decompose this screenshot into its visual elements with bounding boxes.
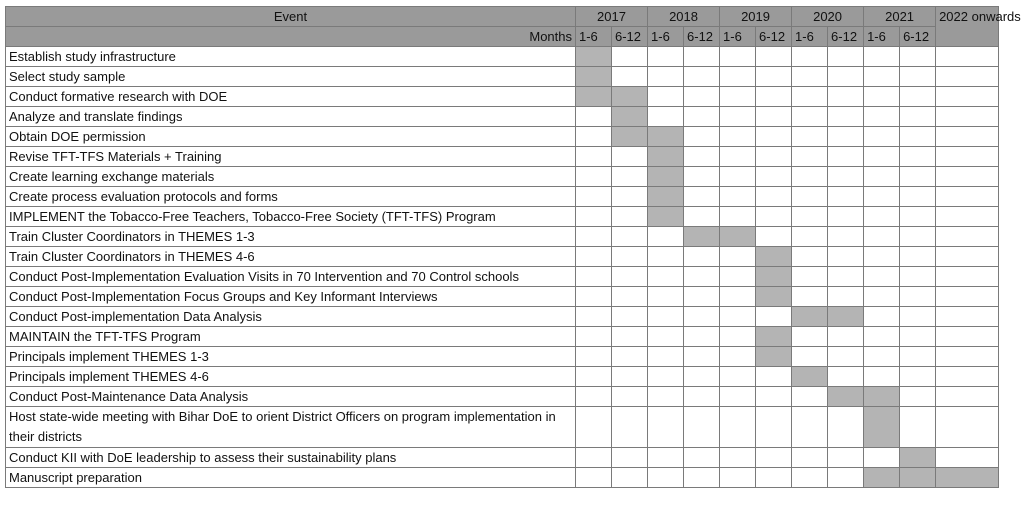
- timeline-cell-empty: [720, 187, 756, 207]
- period-header: 6-12: [612, 27, 648, 47]
- timeline-cell-empty: [756, 407, 792, 448]
- timeline-cell-empty: [756, 307, 792, 327]
- timeline-cell-empty: [720, 67, 756, 87]
- timeline-cell-empty: [828, 267, 864, 287]
- timeline-cell-empty: [900, 87, 936, 107]
- timeline-cell-empty: [864, 287, 900, 307]
- timeline-cell-empty: [576, 347, 612, 367]
- timeline-cell-empty: [936, 347, 999, 367]
- event-label: Train Cluster Coordinators in THEMES 4-6: [6, 247, 576, 267]
- timeline-cell-empty: [756, 67, 792, 87]
- timeline-cell-empty: [900, 387, 936, 407]
- timeline-cell-empty: [648, 327, 684, 347]
- timeline-cell-empty: [612, 287, 648, 307]
- timeline-cell-empty: [756, 87, 792, 107]
- timeline-cell-empty: [612, 47, 648, 67]
- timeline-cell-filled: [648, 207, 684, 227]
- timeline-cell-filled: [828, 387, 864, 407]
- timeline-cell-empty: [576, 407, 612, 448]
- timeline-cell-filled: [756, 247, 792, 267]
- gantt-chart: [5, 6, 1021, 488]
- timeline-cell-empty: [792, 267, 828, 287]
- timeline-cell-empty: [864, 147, 900, 167]
- timeline-cell-empty: [684, 107, 720, 127]
- timeline-cell-empty: [900, 187, 936, 207]
- timeline-cell-empty: [936, 207, 999, 227]
- timeline-cell-empty: [756, 468, 792, 488]
- timeline-cell-empty: [936, 167, 999, 187]
- year-header-2021: 2021: [864, 7, 936, 27]
- timeline-cell-empty: [648, 367, 684, 387]
- timeline-cell-filled: [720, 227, 756, 247]
- timeline-cell-empty: [828, 227, 864, 247]
- event-row: [6, 87, 999, 107]
- event-row: [6, 327, 999, 347]
- timeline-cell-empty: [756, 448, 792, 468]
- timeline-cell-empty: [684, 327, 720, 347]
- timeline-cell-empty: [864, 107, 900, 127]
- timeline-cell-empty: [756, 207, 792, 227]
- timeline-cell-filled: [792, 367, 828, 387]
- timeline-cell-empty: [576, 387, 612, 407]
- timeline-cell-empty: [720, 287, 756, 307]
- event-row: [6, 147, 999, 167]
- timeline-cell-empty: [936, 247, 999, 267]
- timeline-cell-empty: [828, 468, 864, 488]
- timeline-cell-empty: [792, 387, 828, 407]
- timeline-cell-empty: [864, 327, 900, 347]
- year-header-2019: 2019: [720, 7, 792, 27]
- timeline-cell-filled: [648, 167, 684, 187]
- timeline-cell-empty: [792, 287, 828, 307]
- timeline-cell-empty: [936, 448, 999, 468]
- timeline-cell-empty: [756, 127, 792, 147]
- timeline-cell-empty: [720, 347, 756, 367]
- timeline-cell-empty: [684, 448, 720, 468]
- timeline-cell-empty: [684, 87, 720, 107]
- timeline-cell-empty: [936, 47, 999, 67]
- timeline-cell-empty: [900, 327, 936, 347]
- event-row: [6, 468, 999, 488]
- timeline-cell-empty: [828, 87, 864, 107]
- year-header-row: [6, 7, 999, 27]
- event-row: [6, 127, 999, 147]
- timeline-cell-empty: [756, 227, 792, 247]
- timeline-cell-empty: [684, 167, 720, 187]
- timeline-cell-empty: [936, 407, 999, 448]
- timeline-cell-empty: [648, 87, 684, 107]
- timeline-cell-filled: [864, 387, 900, 407]
- event-label: Conduct Post-Implementation Evaluation Visits in 70 Intervention and 70 Control schools: [6, 267, 576, 287]
- timeline-cell-empty: [648, 448, 684, 468]
- timeline-cell-empty: [900, 127, 936, 147]
- timeline-cell-empty: [612, 387, 648, 407]
- timeline-cell-empty: [720, 107, 756, 127]
- timeline-cell-empty: [648, 267, 684, 287]
- timeline-cell-empty: [792, 167, 828, 187]
- event-label: Establish study infrastructure: [6, 47, 576, 67]
- timeline-cell-empty: [936, 127, 999, 147]
- period-header: 1-6: [864, 27, 900, 47]
- event-row: [6, 187, 999, 207]
- timeline-cell-empty: [936, 227, 999, 247]
- timeline-cell-filled: [612, 87, 648, 107]
- timeline-cell-empty: [684, 267, 720, 287]
- timeline-cell-empty: [612, 207, 648, 227]
- timeline-cell-empty: [756, 167, 792, 187]
- timeline-cell-empty: [720, 247, 756, 267]
- period-header: 6-12: [900, 27, 936, 47]
- timeline-cell-empty: [828, 287, 864, 307]
- timeline-cell-empty: [828, 247, 864, 267]
- event-row: [6, 307, 999, 327]
- timeline-cell-empty: [900, 267, 936, 287]
- timeline-cell-empty: [720, 267, 756, 287]
- timeline-cell-empty: [828, 147, 864, 167]
- timeline-cell-empty: [864, 87, 900, 107]
- timeline-cell-empty: [828, 367, 864, 387]
- timeline-cell-empty: [684, 387, 720, 407]
- event-label: Analyze and translate findings: [6, 107, 576, 127]
- timeline-cell-empty: [864, 127, 900, 147]
- timeline-cell-empty: [792, 227, 828, 247]
- event-row: [6, 67, 999, 87]
- timeline-cell-filled: [864, 468, 900, 488]
- timeline-cell-empty: [792, 127, 828, 147]
- timeline-cell-empty: [828, 407, 864, 448]
- event-label: MAINTAIN the TFT-TFS Program: [6, 327, 576, 347]
- timeline-cell-empty: [684, 407, 720, 448]
- timeline-cell-empty: [684, 47, 720, 67]
- timeline-cell-empty: [900, 407, 936, 448]
- timeline-cell-empty: [648, 107, 684, 127]
- event-column-header: Event: [6, 7, 576, 27]
- year-header-2017: 2017: [576, 7, 648, 27]
- timeline-cell-empty: [864, 207, 900, 227]
- event-row: [6, 227, 999, 247]
- event-row: [6, 347, 999, 367]
- timeline-cell-empty: [864, 307, 900, 327]
- timeline-cell-empty: [648, 307, 684, 327]
- timeline-cell-empty: [612, 147, 648, 167]
- timeline-cell-empty: [576, 267, 612, 287]
- year-header-2022-onwards: 2022 onwards: [936, 7, 999, 47]
- timeline-cell-empty: [792, 47, 828, 67]
- timeline-cell-empty: [900, 287, 936, 307]
- event-row: [6, 387, 999, 407]
- timeline-cell-empty: [864, 247, 900, 267]
- timeline-cell-empty: [864, 67, 900, 87]
- event-label: Create process evaluation protocols and forms: [6, 187, 576, 207]
- timeline-cell-empty: [936, 107, 999, 127]
- timeline-cell-empty: [648, 47, 684, 67]
- timeline-cell-empty: [612, 407, 648, 448]
- timeline-cell-empty: [612, 267, 648, 287]
- timeline-cell-empty: [576, 107, 612, 127]
- timeline-cell-empty: [936, 67, 999, 87]
- timeline-cell-filled: [648, 187, 684, 207]
- timeline-cell-empty: [576, 187, 612, 207]
- event-label: Conduct KII with DoE leadership to assess their sustainability plans: [6, 448, 576, 468]
- timeline-cell-empty: [900, 247, 936, 267]
- timeline-cell-empty: [684, 367, 720, 387]
- timeline-cell-empty: [864, 187, 900, 207]
- timeline-cell-empty: [576, 468, 612, 488]
- period-header: 6-12: [756, 27, 792, 47]
- timeline-cell-empty: [576, 307, 612, 327]
- timeline-cell-empty: [612, 247, 648, 267]
- timeline-cell-empty: [576, 448, 612, 468]
- timeline-cell-empty: [720, 448, 756, 468]
- timeline-cell-empty: [612, 307, 648, 327]
- timeline-cell-filled: [576, 87, 612, 107]
- timeline-cell-empty: [576, 367, 612, 387]
- timeline-cell-empty: [684, 127, 720, 147]
- period-header: 1-6: [720, 27, 756, 47]
- timeline-cell-empty: [792, 407, 828, 448]
- timeline-cell-empty: [936, 87, 999, 107]
- event-row: [6, 267, 999, 287]
- timeline-cell-empty: [756, 387, 792, 407]
- timeline-cell-empty: [936, 267, 999, 287]
- event-row: [6, 47, 999, 67]
- timeline-cell-empty: [648, 67, 684, 87]
- timeline-cell-empty: [612, 187, 648, 207]
- timeline-cell-empty: [720, 468, 756, 488]
- event-row: [6, 407, 999, 448]
- event-label: Conduct Post-Implementation Focus Groups and Key Informant Interviews: [6, 287, 576, 307]
- timeline-cell-empty: [864, 47, 900, 67]
- timeline-cell-empty: [576, 207, 612, 227]
- timeline-cell-filled: [756, 347, 792, 367]
- timeline-cell-empty: [792, 67, 828, 87]
- timeline-cell-empty: [828, 207, 864, 227]
- timeline-cell-empty: [648, 468, 684, 488]
- timeline-cell-empty: [612, 347, 648, 367]
- timeline-cell-empty: [900, 227, 936, 247]
- timeline-cell-empty: [792, 327, 828, 347]
- period-header: 1-6: [792, 27, 828, 47]
- timeline-cell-empty: [576, 287, 612, 307]
- timeline-cell-filled: [612, 107, 648, 127]
- timeline-cell-empty: [792, 347, 828, 367]
- event-label: Select study sample: [6, 67, 576, 87]
- timeline-table: [5, 6, 1021, 488]
- timeline-cell-empty: [684, 347, 720, 367]
- timeline-cell-empty: [576, 167, 612, 187]
- timeline-cell-empty: [612, 367, 648, 387]
- timeline-cell-empty: [720, 307, 756, 327]
- timeline-cell-empty: [720, 407, 756, 448]
- timeline-cell-empty: [900, 307, 936, 327]
- timeline-cell-empty: [648, 227, 684, 247]
- period-header: 6-12: [684, 27, 720, 47]
- timeline-cell-empty: [684, 147, 720, 167]
- timeline-cell-empty: [756, 367, 792, 387]
- timeline-cell-filled: [828, 307, 864, 327]
- timeline-cell-empty: [648, 407, 684, 448]
- timeline-cell-empty: [828, 47, 864, 67]
- timeline-cell-empty: [900, 367, 936, 387]
- timeline-cell-filled: [900, 468, 936, 488]
- timeline-cell-empty: [720, 47, 756, 67]
- timeline-cell-empty: [828, 107, 864, 127]
- timeline-cell-empty: [756, 47, 792, 67]
- timeline-cell-empty: [900, 47, 936, 67]
- timeline-cell-empty: [792, 107, 828, 127]
- timeline-cell-empty: [576, 227, 612, 247]
- months-label: Months: [6, 27, 576, 47]
- timeline-cell-filled: [576, 47, 612, 67]
- timeline-cell-empty: [720, 207, 756, 227]
- timeline-cell-empty: [612, 167, 648, 187]
- timeline-cell-empty: [720, 387, 756, 407]
- event-label: Obtain DOE permission: [6, 127, 576, 147]
- timeline-cell-empty: [864, 227, 900, 247]
- event-label: Conduct Post-implementation Data Analysis: [6, 307, 576, 327]
- timeline-cell-filled: [576, 67, 612, 87]
- timeline-cell-empty: [828, 327, 864, 347]
- timeline-cell-empty: [576, 127, 612, 147]
- timeline-cell-filled: [756, 327, 792, 347]
- timeline-cell-empty: [756, 107, 792, 127]
- timeline-cell-empty: [864, 448, 900, 468]
- timeline-cell-empty: [576, 327, 612, 347]
- event-row: [6, 448, 999, 468]
- months-header-row: [6, 27, 999, 47]
- timeline-cell-empty: [756, 187, 792, 207]
- timeline-cell-empty: [828, 67, 864, 87]
- timeline-cell-empty: [612, 468, 648, 488]
- timeline-cell-filled: [864, 407, 900, 448]
- year-header-2018: 2018: [648, 7, 720, 27]
- timeline-cell-empty: [936, 307, 999, 327]
- period-header: 1-6: [648, 27, 684, 47]
- timeline-cell-empty: [792, 87, 828, 107]
- timeline-cell-empty: [720, 167, 756, 187]
- timeline-cell-empty: [792, 207, 828, 227]
- timeline-cell-empty: [900, 67, 936, 87]
- timeline-cell-empty: [792, 147, 828, 167]
- timeline-cell-filled: [684, 227, 720, 247]
- event-row: [6, 287, 999, 307]
- timeline-cell-empty: [792, 468, 828, 488]
- timeline-cell-empty: [684, 67, 720, 87]
- timeline-cell-filled: [648, 147, 684, 167]
- event-label: Train Cluster Coordinators in THEMES 1-3: [6, 227, 576, 247]
- timeline-cell-filled: [900, 448, 936, 468]
- timeline-cell-empty: [756, 147, 792, 167]
- timeline-cell-empty: [864, 347, 900, 367]
- event-row: [6, 247, 999, 267]
- event-label: Host state-wide meeting with Bihar DoE to orient District Officers on program implementation in their districts: [6, 407, 576, 448]
- timeline-cell-empty: [900, 167, 936, 187]
- timeline-cell-filled: [756, 287, 792, 307]
- timeline-cell-filled: [792, 307, 828, 327]
- timeline-cell-empty: [792, 247, 828, 267]
- timeline-cell-filled: [936, 468, 999, 488]
- event-label: Principals implement THEMES 4-6: [6, 367, 576, 387]
- timeline-cell-empty: [684, 187, 720, 207]
- timeline-cell-empty: [576, 247, 612, 267]
- timeline-cell-empty: [900, 147, 936, 167]
- event-label: Create learning exchange materials: [6, 167, 576, 187]
- period-header: 1-6: [576, 27, 612, 47]
- timeline-cell-empty: [612, 227, 648, 247]
- timeline-cell-empty: [936, 327, 999, 347]
- period-header: 6-12: [828, 27, 864, 47]
- timeline-cell-empty: [720, 327, 756, 347]
- timeline-cell-empty: [648, 287, 684, 307]
- timeline-cell-empty: [936, 387, 999, 407]
- event-row: [6, 107, 999, 127]
- timeline-cell-empty: [900, 347, 936, 367]
- timeline-cell-empty: [684, 207, 720, 227]
- timeline-cell-empty: [936, 367, 999, 387]
- timeline-cell-empty: [720, 367, 756, 387]
- event-label: Principals implement THEMES 1-3: [6, 347, 576, 367]
- event-label: Revise TFT-TFS Materials + Training: [6, 147, 576, 167]
- timeline-cell-empty: [792, 187, 828, 207]
- timeline-cell-filled: [648, 127, 684, 147]
- timeline-cell-empty: [828, 127, 864, 147]
- event-label: Manuscript preparation: [6, 468, 576, 488]
- timeline-cell-filled: [612, 127, 648, 147]
- event-label: Conduct Post-Maintenance Data Analysis: [6, 387, 576, 407]
- timeline-cell-empty: [720, 147, 756, 167]
- timeline-cell-empty: [936, 147, 999, 167]
- timeline-cell-empty: [684, 468, 720, 488]
- timeline-cell-empty: [612, 327, 648, 347]
- timeline-cell-empty: [648, 387, 684, 407]
- timeline-cell-empty: [648, 247, 684, 267]
- event-label: Conduct formative research with DOE: [6, 87, 576, 107]
- event-label: IMPLEMENT the Tobacco-Free Teachers, Tobacco-Free Society (TFT-TFS) Program: [6, 207, 576, 227]
- timeline-cell-empty: [792, 448, 828, 468]
- timeline-cell-empty: [864, 167, 900, 187]
- timeline-cell-empty: [864, 267, 900, 287]
- event-row: [6, 367, 999, 387]
- year-header-2020: 2020: [792, 7, 864, 27]
- timeline-cell-empty: [576, 147, 612, 167]
- timeline-cell-empty: [900, 107, 936, 127]
- timeline-cell-empty: [612, 448, 648, 468]
- timeline-cell-empty: [864, 367, 900, 387]
- timeline-cell-empty: [936, 187, 999, 207]
- timeline-cell-empty: [720, 87, 756, 107]
- timeline-cell-empty: [612, 67, 648, 87]
- timeline-cell-filled: [756, 267, 792, 287]
- timeline-cell-empty: [684, 247, 720, 267]
- timeline-cell-empty: [828, 347, 864, 367]
- event-row: [6, 207, 999, 227]
- timeline-cell-empty: [684, 307, 720, 327]
- timeline-cell-empty: [936, 287, 999, 307]
- timeline-cell-empty: [828, 167, 864, 187]
- timeline-cell-empty: [648, 347, 684, 367]
- timeline-cell-empty: [684, 287, 720, 307]
- timeline-cell-empty: [720, 127, 756, 147]
- event-row: [6, 167, 999, 187]
- timeline-cell-empty: [828, 448, 864, 468]
- timeline-cell-empty: [828, 187, 864, 207]
- timeline-cell-empty: [900, 207, 936, 227]
